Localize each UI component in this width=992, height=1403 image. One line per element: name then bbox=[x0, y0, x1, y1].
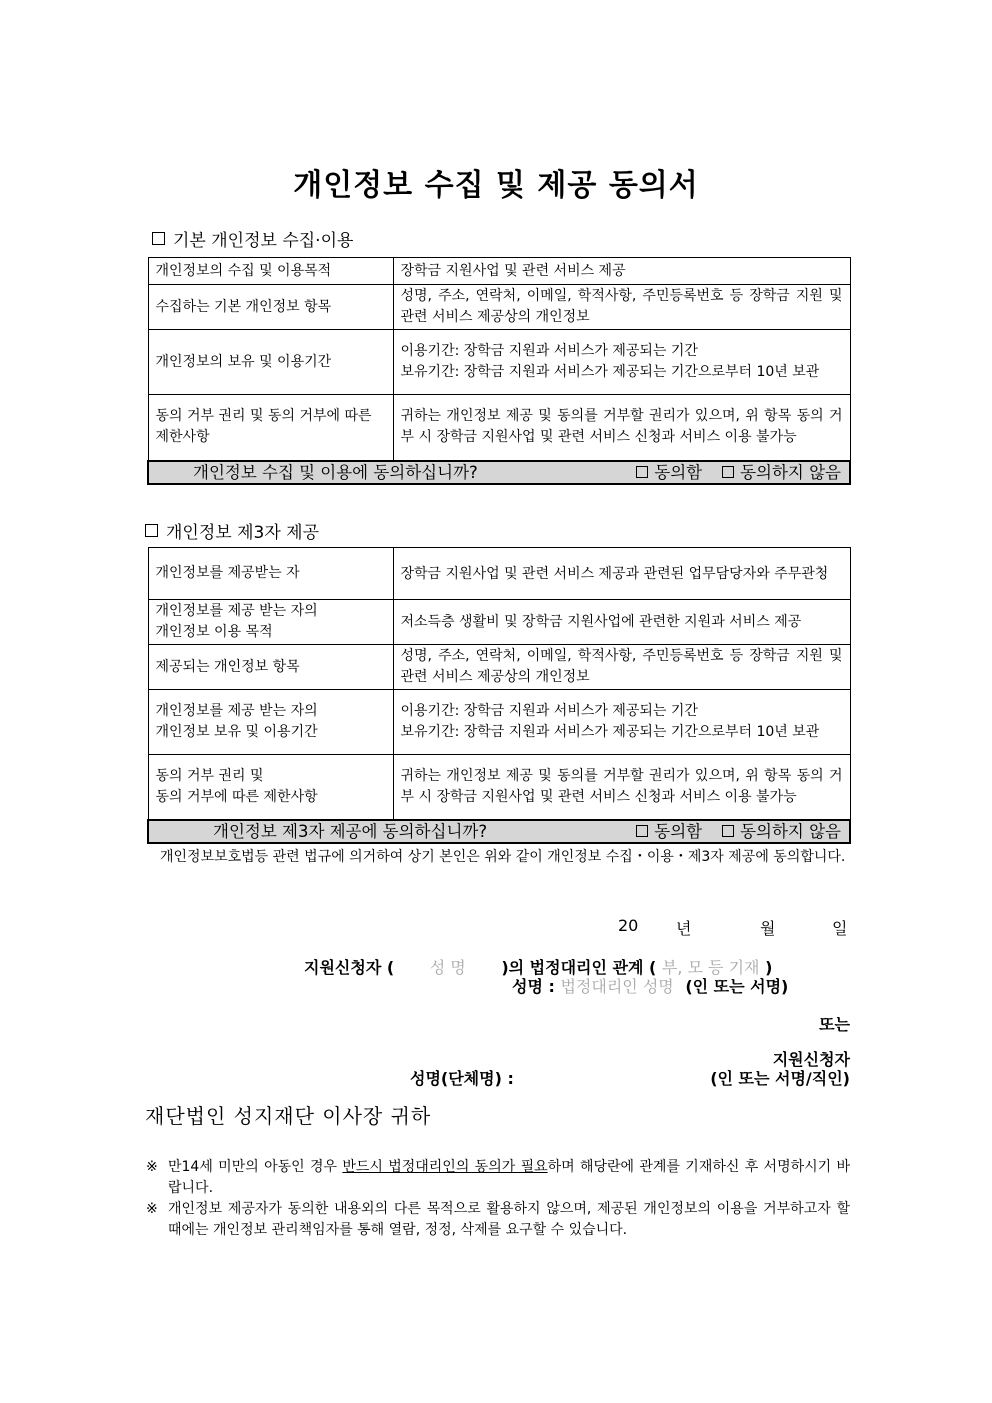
row-content: 성명, 주소, 연락처, 이메일, 학적사항, 주민등록번호 등 장학금 지원 및 관련 서비스 제공상의 개인정보 bbox=[393, 645, 850, 690]
applicant-sign-label: (인 또는 서명/직인) bbox=[710, 1069, 850, 1088]
row-label: 개인정보를 제공받는 자 bbox=[148, 548, 393, 600]
guardian-name-label: 성명 : bbox=[512, 977, 555, 996]
document-title: 개인정보 수집 및 제공 동의서 bbox=[293, 168, 699, 203]
row-content: 귀하는 개인정보 제공 및 동의를 거부할 권리가 있으며, 위 항목 동의 거부 시 장학금 지원사업 및 관련 서비스 신청과 서비스 이용 불가능 bbox=[393, 395, 850, 461]
guardian-name-field[interactable]: 법정대리인 성명 bbox=[560, 977, 674, 996]
consent-statement: 개인정보보호법등 관련 법규에 의거하여 상기 본인은 위와 같이 개인정보 수집・이용・제3자 제공에 동의합니다. bbox=[160, 849, 846, 865]
section1-heading-text: 기본 개인정보 수집·이용 bbox=[173, 231, 354, 251]
table-row bbox=[148, 755, 850, 820]
guardian-sign-label: (인 또는 서명) bbox=[685, 977, 789, 996]
row-label-line: 개인정보를 제공 받는 자의 bbox=[155, 603, 318, 619]
agree-label: 동의함 bbox=[654, 821, 703, 841]
row-content: 장학금 지원사업 및 관련 서비스 제공 bbox=[393, 258, 850, 285]
section2-heading-text: 개인정보 제3자 제공 bbox=[166, 523, 319, 543]
row-label: 제공되는 개인정보 항목 bbox=[148, 645, 393, 690]
consent-question: 개인정보 제3자 제공에 동의하십니까? bbox=[213, 821, 488, 841]
reference-mark-icon: ※ bbox=[146, 1159, 158, 1175]
row-label: 수집하는 기본 개인정보 항목 bbox=[148, 285, 393, 330]
section2-heading bbox=[145, 518, 319, 543]
guardian-relation-label: )의 법정대리인 관계 ( bbox=[501, 958, 657, 977]
row-label-line: 동의 거부에 따른 제한사항 bbox=[155, 788, 318, 805]
agree-option[interactable] bbox=[636, 821, 702, 842]
row-content: 장학금 지원사업 및 관련 서비스 제공과 관련된 업무담당자와 주무관청 bbox=[393, 548, 850, 600]
row-label-line: 개인정보를 제공 받는 자의 bbox=[155, 703, 318, 719]
row-label: 개인정보의 수집 및 이용목적 bbox=[148, 258, 393, 285]
row-content bbox=[393, 690, 850, 755]
guardian-prefix: 지원신청자 ( bbox=[304, 958, 395, 977]
note-text: 하며 해당란에 관계를 기재하신 후 서명하시기 바랍니다. bbox=[168, 1159, 851, 1196]
addressee: 재단법인 성지재단 이사장 귀하 bbox=[145, 1104, 432, 1128]
note-2 bbox=[146, 1199, 850, 1241]
applicant-name-field[interactable]: 성 명 bbox=[429, 958, 466, 977]
row-label-line: 개인정보 보유 및 이용기간 bbox=[155, 724, 318, 740]
row-content: 저소득층 생활비 및 장학금 지원사업에 관련한 지원과 서비스 제공 bbox=[393, 600, 850, 645]
reference-mark-icon: ※ bbox=[146, 1201, 158, 1217]
section2-table bbox=[147, 547, 851, 844]
row-label-line: 개인정보 이용 목적 bbox=[155, 624, 273, 640]
retention-period: 보유기간: 장학금 지원과 서비스가 제공되는 기간으로부터 10년 보관 bbox=[400, 364, 820, 380]
square-bullet-icon bbox=[145, 524, 158, 537]
row-label bbox=[148, 690, 393, 755]
applicant-title: 지원신청자 bbox=[772, 1050, 850, 1069]
disagree-label: 동의하지 않음 bbox=[740, 821, 841, 841]
consent-question-row bbox=[148, 461, 850, 484]
row-content bbox=[393, 330, 850, 395]
checkbox-icon[interactable] bbox=[722, 466, 734, 478]
table-row bbox=[148, 285, 850, 330]
date-year-prefix: 20 bbox=[618, 916, 639, 935]
date-month: 월 bbox=[760, 919, 776, 938]
disagree-option[interactable] bbox=[722, 462, 841, 483]
note-1 bbox=[146, 1157, 850, 1199]
guardian-name-line bbox=[512, 974, 788, 997]
date-year: 년 bbox=[676, 919, 692, 938]
relation-field[interactable]: 부, 모 등 기재 bbox=[661, 958, 760, 977]
row-content: 성명, 주소, 연락처, 이메일, 학적사항, 주민등록번호 등 장학금 지원 및 관련 서비스 제공상의 개인정보 bbox=[393, 285, 850, 330]
row-content: 귀하는 개인정보 제공 및 동의를 거부할 권리가 있으며, 위 항목 동의 거부 시 장학금 지원사업 및 관련 서비스 신청과 서비스 이용 불가능 bbox=[393, 755, 850, 820]
table-row bbox=[148, 690, 850, 755]
table-row bbox=[148, 395, 850, 461]
consent-question: 개인정보 수집 및 이용에 동의하십니까? bbox=[193, 462, 478, 482]
guardian-close: ) bbox=[765, 958, 773, 977]
usage-period: 이용기간: 장학금 지원과 서비스가 제공되는 기간 bbox=[400, 343, 698, 359]
retention-period: 보유기간: 장학금 지원과 서비스가 제공되는 기간으로부터 10년 보관 bbox=[400, 724, 820, 740]
agree-label: 동의함 bbox=[654, 462, 703, 482]
row-label: 동의 거부 권리 및 동의 거부에 따른 제한사항 bbox=[148, 395, 393, 461]
table-row bbox=[148, 645, 850, 690]
row-label bbox=[148, 755, 393, 820]
disagree-label: 동의하지 않음 bbox=[740, 462, 841, 482]
usage-period: 이용기간: 장학금 지원과 서비스가 제공되는 기간 bbox=[400, 703, 698, 719]
row-label bbox=[148, 600, 393, 645]
agree-option[interactable] bbox=[636, 462, 702, 483]
row-label-line: 동의 거부 권리 및 bbox=[155, 767, 264, 784]
note-text: 개인정보 제공자가 동의한 내용외의 다른 목적으로 활용하지 않으며, 제공된 개인정보의 이용을 거부하고자 할 때에는 개인정보 관리책임자를 통해 열람, 정정, 삭제를 요구할 수 있습니다. bbox=[168, 1201, 850, 1238]
table-row bbox=[148, 330, 850, 395]
or-text: 또는 bbox=[819, 1015, 850, 1034]
consent-question-row bbox=[148, 820, 850, 843]
date-day: 일 bbox=[832, 919, 848, 938]
section1-heading bbox=[152, 226, 353, 251]
table-row bbox=[148, 258, 850, 285]
checkbox-icon[interactable] bbox=[636, 825, 648, 837]
checkbox-icon[interactable] bbox=[722, 825, 734, 837]
row-label: 개인정보의 보유 및 이용기간 bbox=[148, 330, 393, 395]
applicant-name-label: 성명(단체명) : bbox=[410, 1069, 514, 1088]
section1-table bbox=[147, 257, 851, 485]
note-emphasis: 반드시 법정대리인의 동의가 필요 bbox=[342, 1159, 548, 1175]
checkbox-icon[interactable] bbox=[636, 466, 648, 478]
note-text: 만14세 미만의 아동인 경우 bbox=[168, 1159, 343, 1175]
table-row bbox=[148, 548, 850, 600]
disagree-option[interactable] bbox=[722, 821, 841, 842]
square-bullet-icon bbox=[152, 232, 165, 245]
table-row bbox=[148, 600, 850, 645]
